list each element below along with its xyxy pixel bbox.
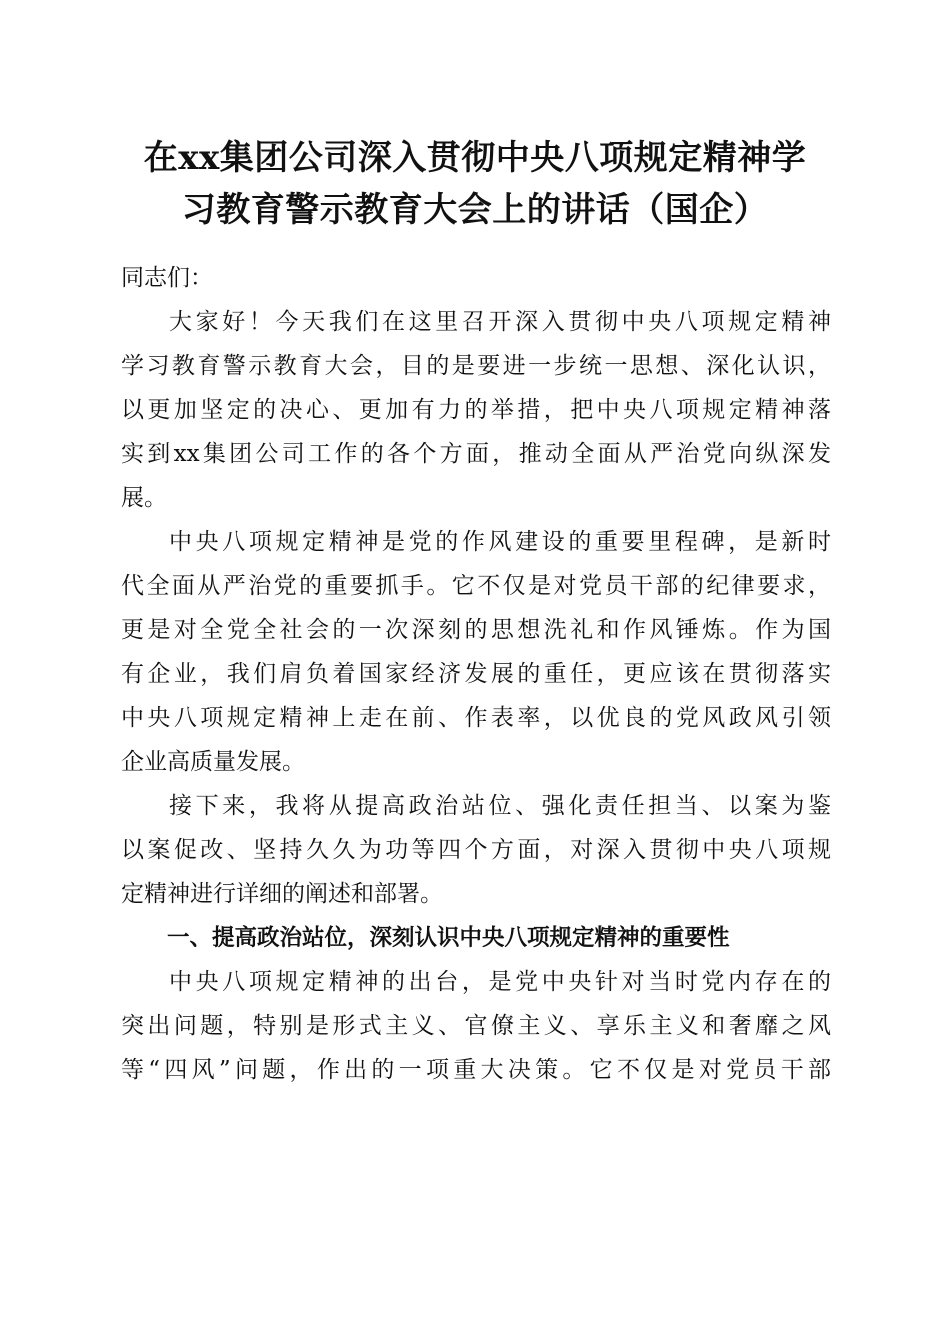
document-title [100, 132, 850, 236]
greeting: 同志们： [121, 265, 213, 291]
paragraph-line: 接下来，我将从提高政治站位、强化责任担当、以案为鉴 [169, 793, 831, 819]
paragraph-1 [121, 300, 831, 520]
paragraph-3 [121, 784, 831, 916]
paragraph-line: 突出问题，特别是形式主义、官僚主义、享乐主义和奢靡之风 [121, 1013, 831, 1039]
paragraph-line: 等“四风”问题，作出的一项重大决策。它不仅是对党员干部 [121, 1057, 831, 1083]
paragraph-line: 展。 [121, 485, 167, 511]
paragraph-2 [121, 520, 831, 784]
paragraph-line: 大家好！今天我们在这里召开深入贯彻中央八项规定精神 [169, 309, 831, 335]
paragraph-line: 代全面从严治党的重要抓手。它不仅是对党员干部的纪律要求， [121, 573, 831, 599]
document-body [121, 256, 831, 1092]
paragraph-line: 有企业，我们肩负着国家经济发展的重任，更应该在贯彻落实 [121, 661, 831, 687]
paragraph-line: 实到xx集团公司工作的各个方面，推动全面从严治党向纵深发 [121, 441, 831, 467]
paragraph-line: 以案促改、坚持久久为功等四个方面，对深入贯彻中央八项规 [121, 837, 831, 863]
paragraph-line: 更是对全党全社会的一次深刻的思想洗礼和作风锤炼。作为国 [121, 617, 831, 643]
paragraph-line: 定精神进行详细的阐述和部署。 [121, 881, 443, 907]
paragraph-line: 中央八项规定精神上走在前、作表率，以优良的党风政风引领 [121, 705, 831, 731]
section-paragraph [121, 960, 831, 1092]
paragraph-line: 以更加坚定的决心、更加有力的举措，把中央八项规定精神落 [121, 397, 831, 423]
paragraph-line: 学习教育警示教育大会，目的是要进一步统一思想、深化认识， [121, 353, 831, 379]
title-line-1: 在xx集团公司深入贯彻中央八项规定精神学 [143, 138, 807, 178]
paragraph-line: 中央八项规定精神是党的作风建设的重要里程碑，是新时 [169, 529, 831, 555]
title-line-2: 习教育警示教育大会上的讲话（国企） [181, 190, 769, 230]
paragraph-line: 企业高质量发展。 [121, 749, 305, 775]
section-heading: 一、提高政治站位，深刻认识中央八项规定精神的重要性 [167, 925, 730, 951]
paragraph-line: 中央八项规定精神的出台，是党中央针对当时党内存在的 [169, 969, 831, 995]
